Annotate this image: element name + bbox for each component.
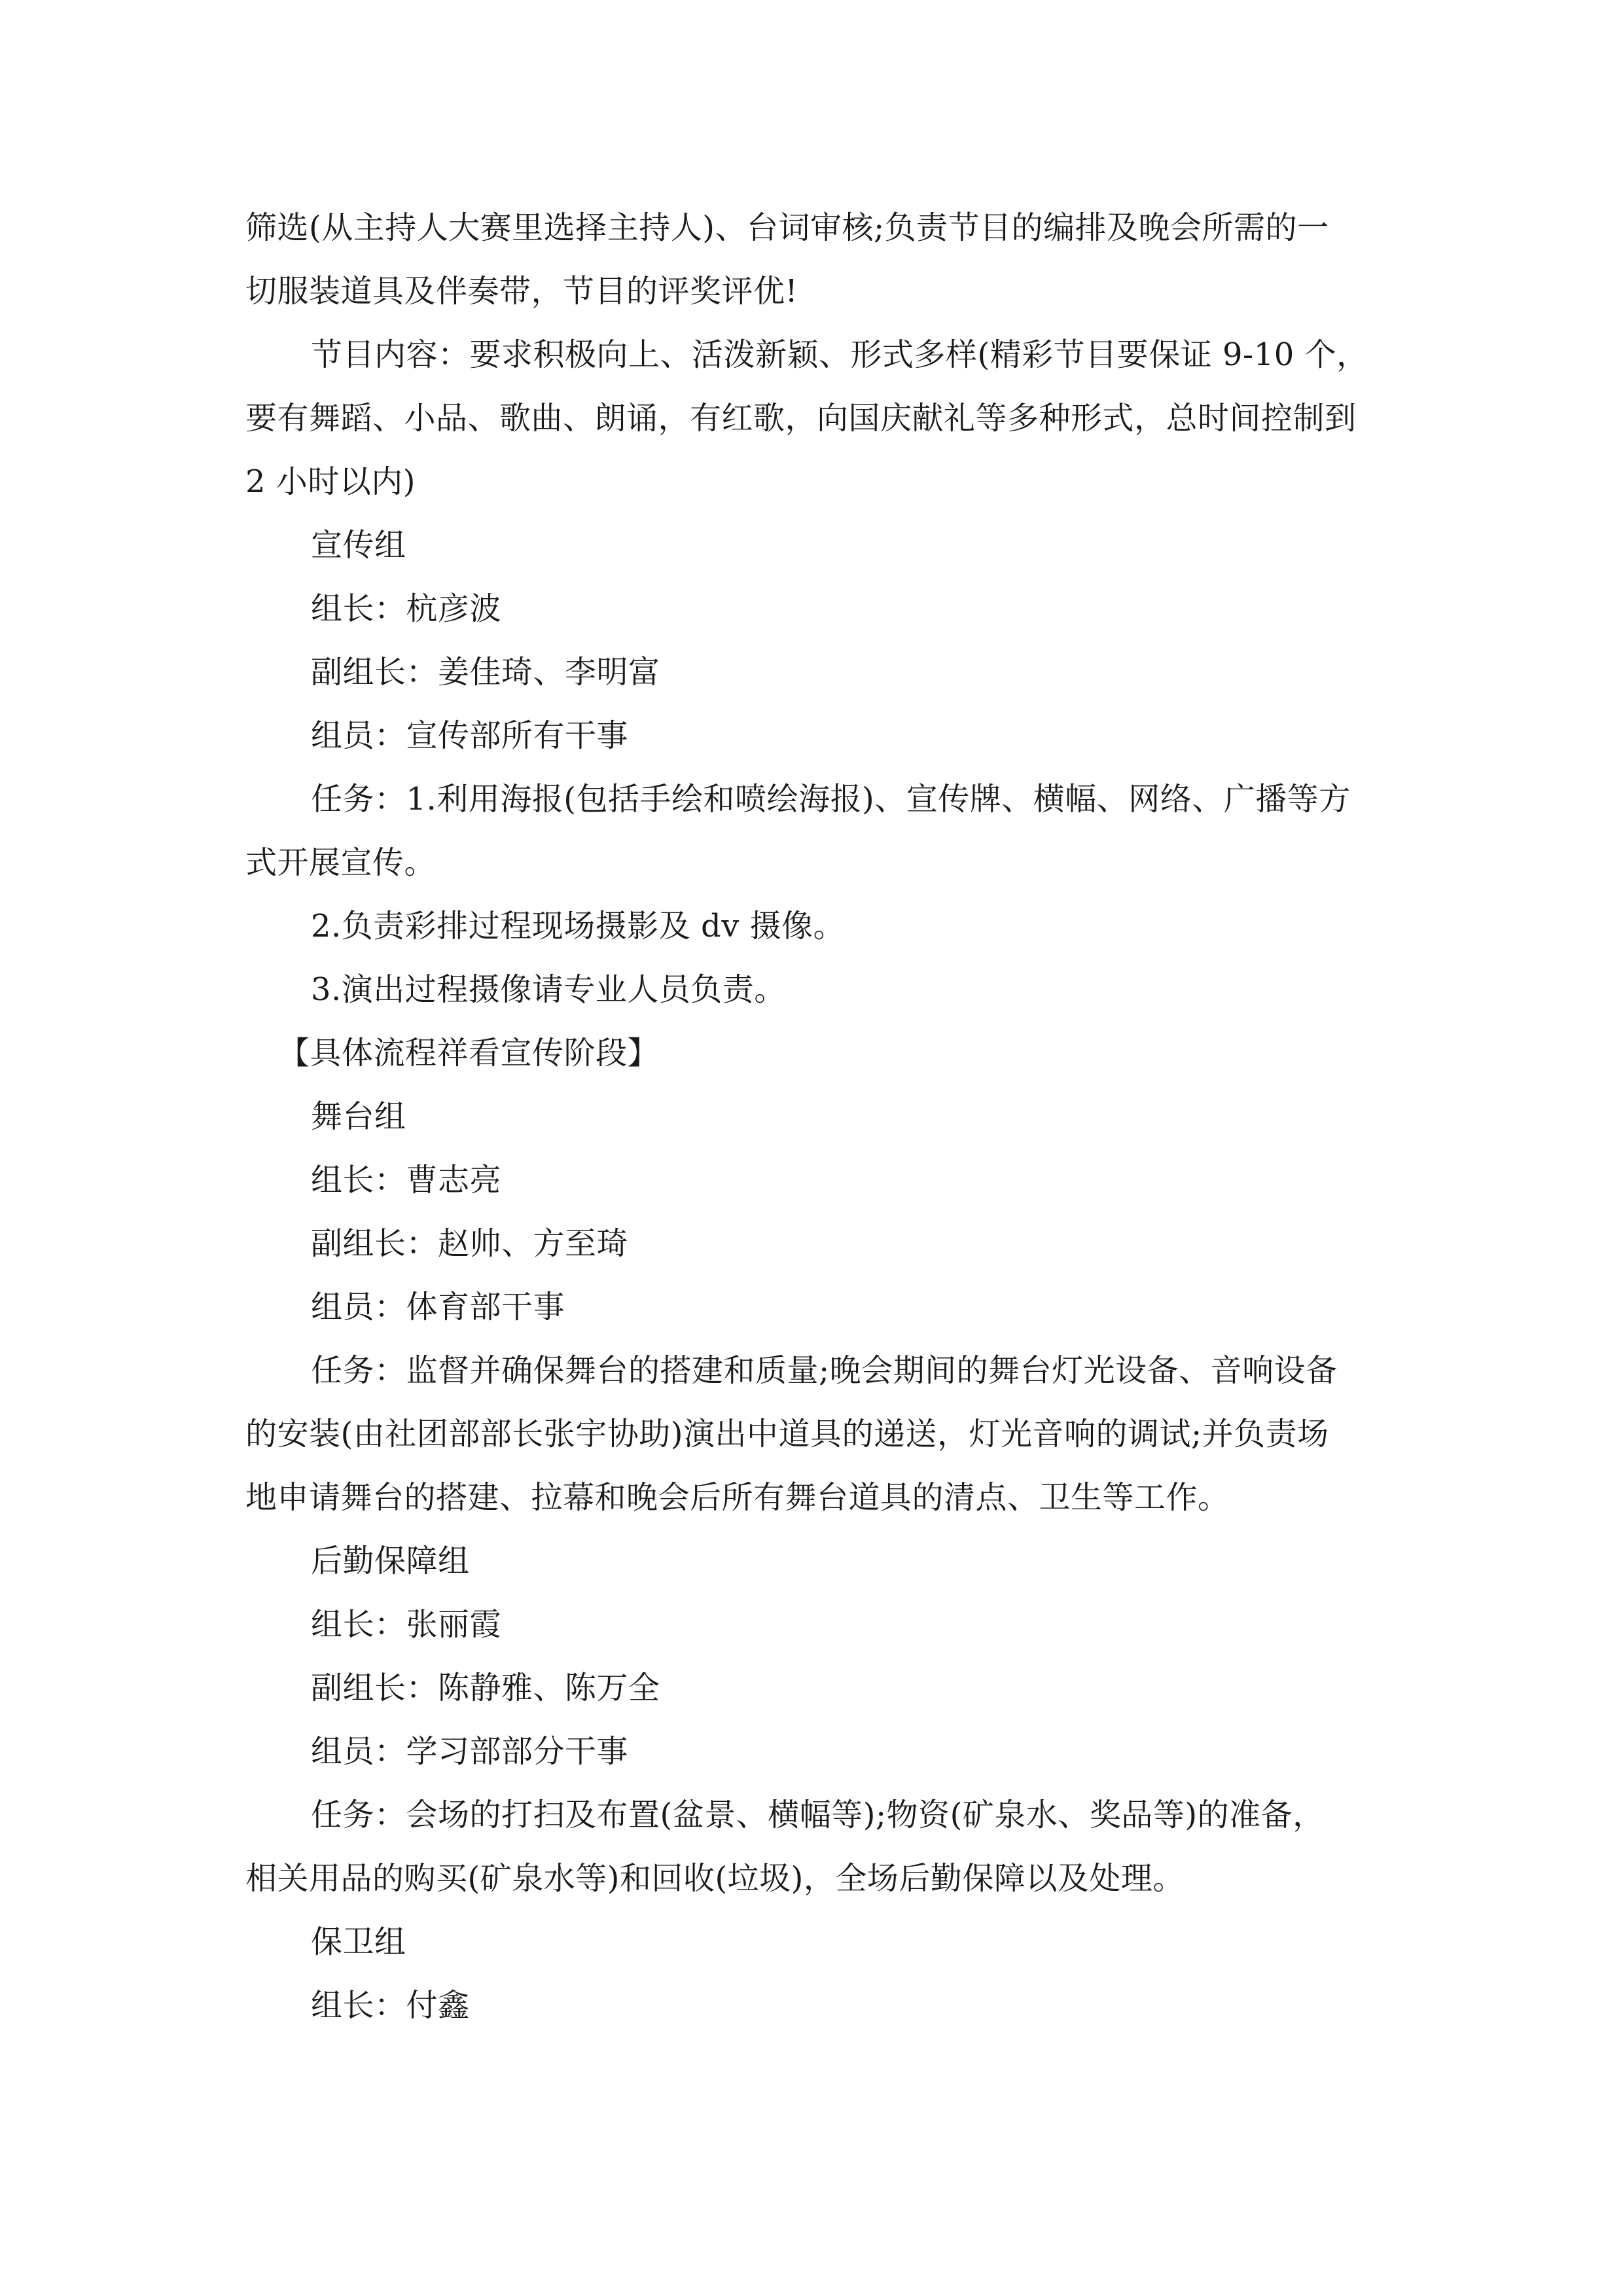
section-heading-stage: 舞台组 [311, 1098, 406, 1135]
group-leader: 组长：张丽霞 [311, 1606, 502, 1643]
text-line: 的安装(由社团部部长张宇协助)演出中道具的递送，灯光音响的调试;并负责场 [245, 1416, 1329, 1452]
group-leader: 组长：曹志亮 [311, 1162, 502, 1198]
group-leader: 组长：付鑫 [311, 1987, 470, 2024]
text-line: 筛选(从主持人大赛里选择主持人)、台词审核;负责节目的编排及晚会所需的一 [245, 209, 1329, 246]
section-heading-security: 保卫组 [311, 1924, 406, 1960]
text-line: 地申请舞台的搭建、拉幕和晚会后所有舞台道具的清点、卫生等工作。 [245, 1479, 1230, 1516]
text-line: 式开展宣传。 [245, 844, 437, 881]
group-members: 组员：宣传部所有干事 [311, 717, 629, 754]
section-heading-publicity: 宣传组 [311, 527, 406, 564]
group-leader: 组长：杭彦波 [311, 590, 502, 627]
group-task: 任务：会场的打扫及布置(盆景、横幅等);物资(矿泉水、奖品等)的准备， [311, 1797, 1325, 1833]
document-body [245, 196, 1384, 2037]
paragraph-program-content: 节目内容：要求积极向上、活泼新颖、形式多样(精彩节目要保证 9-10 个， [311, 336, 1368, 373]
task-item: 3.演出过程摄像请专业人员负责。 [311, 971, 786, 1008]
group-task: 任务：监督并确保舞台的搭建和质量;晚会期间的舞台灯光设备、音响设备 [311, 1352, 1338, 1389]
text-line: 要有舞蹈、小品、歌曲、朗诵，有红歌，向国庆献礼等多种形式，总时间控制到 [245, 400, 1357, 437]
group-deputy-leader: 副组长：姜佳琦、李明富 [311, 654, 660, 691]
text-line: 切服装道具及伴奏带，节目的评奖评优! [245, 273, 798, 310]
group-deputy-leader: 副组长：陈静雅、陈万全 [311, 1670, 660, 1706]
group-deputy-leader: 副组长：赵帅、方至琦 [311, 1225, 629, 1262]
text-line: 相关用品的购买(矿泉水等)和回收(垃圾)，全场后勤保障以及处理。 [245, 1860, 1185, 1897]
text-line: 2 小时以内) [245, 463, 416, 500]
group-members: 组员：体育部干事 [311, 1289, 565, 1325]
bracket-note: 【具体流程祥看宣传阶段】 [278, 1035, 660, 1071]
section-heading-logistics: 后勤保障组 [311, 1543, 470, 1579]
task-item: 2.负责彩排过程现场摄影及 dv 摄像。 [311, 908, 846, 944]
group-members: 组员：学习部部分干事 [311, 1733, 629, 1770]
group-task: 任务：1.利用海报(包括手绘和喷绘海报)、宣传牌、横幅、网络、广播等方 [311, 781, 1351, 817]
